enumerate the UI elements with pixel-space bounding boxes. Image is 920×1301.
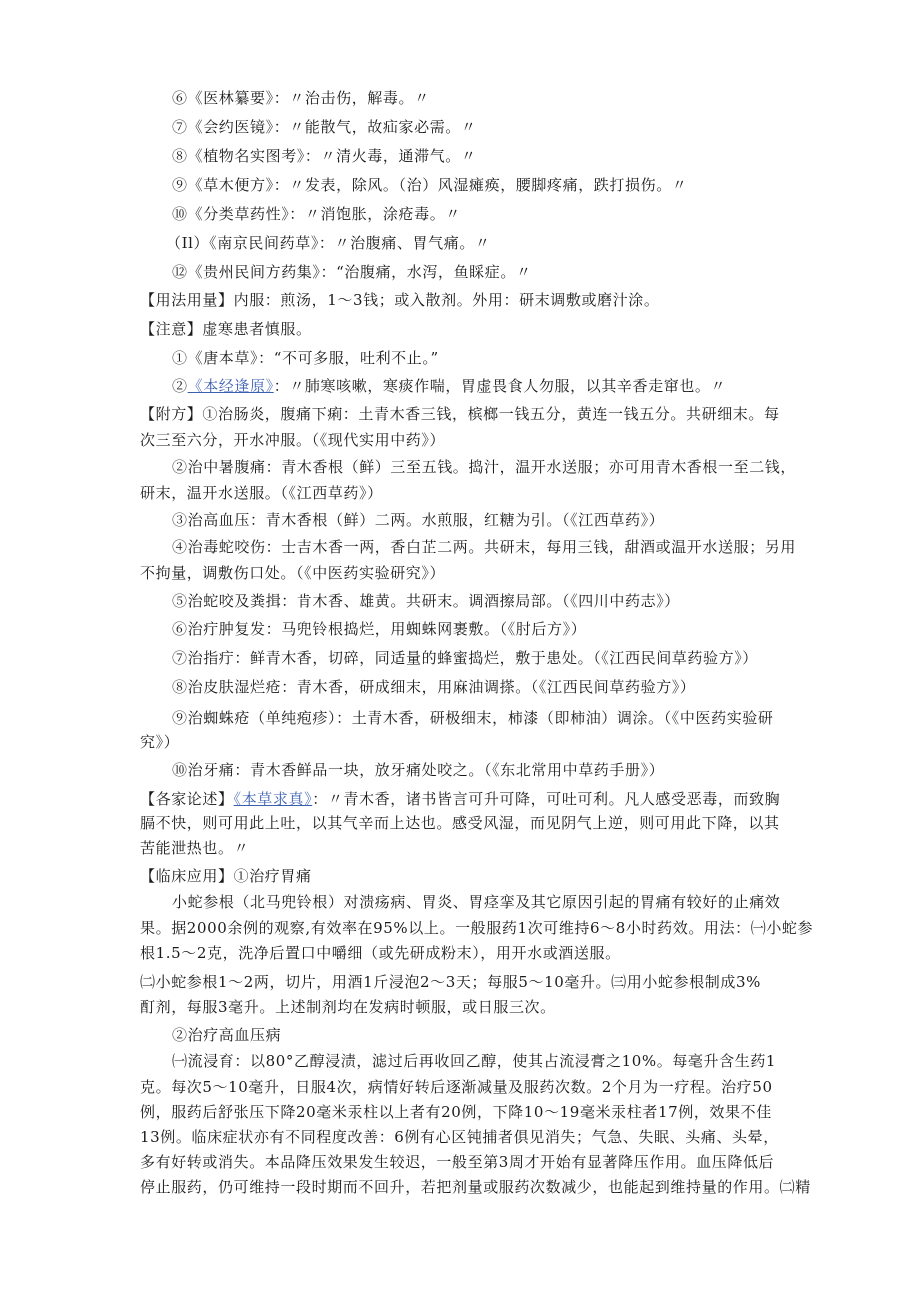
text-line: ⑦《会约医镜》：〃能散气，故疝家必需。〃 xyxy=(172,118,477,136)
text-line: ⑨治蜘蛛疮（单纯疱疹）：土青木香，研极细末，柿漆（即柿油）调涂。（《中医药实验研 xyxy=(172,709,774,727)
text-line: ⑧《植物名实图考》：〃清火毒，通滞气。〃 xyxy=(172,147,477,165)
text-line: ⑧治皮肤湿烂疮：青木香，研成细末，用麻油调搽。（《江西民间草药验方》） xyxy=(172,678,696,696)
text-line: ②治中暑腹痛：青木香根（鲜）三至五钱。捣汁，温开水送服；亦可用青木香根一至二钱， xyxy=(172,458,797,476)
text-line: ③治高血压：青木香根（鲜）二两。水煎服，红糖为引。（《江西草药》） xyxy=(172,511,665,529)
text-line: ⑫《贵州民间方药集》：“治腹痛，水泻，鱼睬症。〃 xyxy=(172,263,532,281)
text-line: 酊剂，每服3毫升。上述制剂均在发病时顿服，或日服三次。 xyxy=(140,998,556,1016)
text-line: ①《唐本草》：“不可多服，吐利不止。” xyxy=(172,349,439,367)
section-caution: 【注意】虚寒患者慎服。 xyxy=(140,320,312,338)
text-line: ⑨《草木便方》：〃发表，除风。（治）风湿瘫痪，腰脚疼痛，跌打损伤。〃 xyxy=(172,176,688,194)
text-line: 克。每次5〜10毫升，日服4次，病情好转后逐渐减量及服药次数。2个月为一疗程。治疗50 xyxy=(140,1078,773,1096)
book-link-bencaoqiuzhen[interactable]: 《本草求真》 xyxy=(233,790,313,808)
text-line: ⑥《医林纂要》：〃治击伤，解毒。〃 xyxy=(172,89,430,107)
text-line: ⑦治指疔：鲜青木香，切碎，同适量的蜂蜜捣烂，敷于患处。（《江西民间草药验方》） xyxy=(172,649,758,667)
text-line: ㈡小蛇参根1〜2两，切片，用酒1斤浸泡2〜3天；每服5〜10毫升。㈢用小蛇参根制成3% xyxy=(140,973,761,991)
text-span: ：〃肺寒咳嗽，寒痰作喘，胃虚畏食人勿服，以其辛香走窜也。〃 xyxy=(273,377,727,395)
text-line xyxy=(172,376,726,396)
text-span: ② xyxy=(172,377,188,395)
text-line: 停止服药，仍可维持一段时期而不回升，若把剂量或服药次数减少，也能起到维持量的作用。㈡精 xyxy=(140,1178,811,1196)
text-line: 例，服药后舒张压下降20毫米汞柱以上者有20例，下降10〜19毫米汞柱者17例，效果不佳 xyxy=(140,1103,772,1121)
text-line: ④治毒蛇咬伤：士吉木香一两，香白芷二两。共研末，每用三钱，甜酒或温开水送服；另用 xyxy=(172,538,797,556)
text-line: ⑩治牙痛：青木香鲜品一块，放牙痛处咬之。（《东北常用中草药手册》） xyxy=(172,761,665,779)
text-line: 究》） xyxy=(140,733,180,751)
text-line: （Il）《南京民间药草》：〃治腹痛、胃气痛。〃 xyxy=(166,234,491,252)
section-usage: 【用法用量】内服：煎汤，1〜3钱；或入散剂。外用：研末调敷或磨汁涂。 xyxy=(140,291,660,309)
text-line: 13例。临床症状亦有不同程度改善：6例有心区钝捕者俱见消失；气急、失眠、头痛、头晕， xyxy=(140,1128,779,1146)
text-line: ㈠流浸育：以80°乙醇浸渍，滤过后再收回乙醇，使其占流浸膏之10%。每毫升含生药1 xyxy=(172,1052,777,1070)
text-line: 不拘量，调敷伤口处。（《中医药实验研究》） xyxy=(140,564,446,582)
text-line: ⑤治蛇咬及粪揖：肯木香、雄黄。共研末。调酒擦局部。（《四川中药志》） xyxy=(172,592,680,610)
text-line: 次三至六分，开水冲服。（《现代实用中药》） xyxy=(140,431,446,449)
text-line: 根1.5〜2克，洗净后置口中嚼细（或先研成粉末），用开水或酒送服。 xyxy=(140,944,621,962)
section-formulas: 【附方】①治肠炎，腹痛下痢：土青木香三钱，槟榔一钱五分，黄连一钱五分。共研细末。每 xyxy=(140,405,780,423)
section-commentary xyxy=(140,789,780,809)
text-span: 【各家论述】 xyxy=(140,790,234,808)
text-line: 小蛇参根（北马兜铃根）对溃疡病、胃炎、胃痉挛及其它原因引起的胃痛有较好的止痛效 xyxy=(172,893,781,911)
text-line: 研末，温开水送服。（《江西草药》） xyxy=(140,484,383,502)
section-clinical: 【临床应用】①治疗胃痛 xyxy=(140,867,312,885)
book-link-benjingfengyuan[interactable]: 《本经逢原》 xyxy=(187,377,274,395)
text-span: ：〃青木香，诸书皆言可升可降，可吐可利。凡人感受恶毒，而致胸 xyxy=(312,790,781,808)
text-line: 果。据2000余例的观察,有效率在95%以上。一般服药1次可维持6〜8小时药效。用法：㈠小蛇参 xyxy=(140,919,814,937)
text-line: 多有好转或消失。本品降压效果发生较迟，一般至第3周才开始有显著降压作用。血压降低后 xyxy=(140,1153,775,1171)
text-line: ⑥治疔肿复发：马兜铃根捣烂，用蜘蛛网裹敷。（《肘后方》） xyxy=(172,620,587,638)
text-line: 苦能泄热也。〃 xyxy=(140,839,250,857)
text-line: ②治疗高血压病 xyxy=(172,1026,282,1044)
text-line: 膈不快，则可用此上吐，以其气辛而上达也。感受风湿，而见阴气上逆，则可用此下降，以其 xyxy=(140,814,780,832)
text-line: ⑩《分类草药性》：〃消饱胀，涂疮毒。〃 xyxy=(172,205,461,223)
